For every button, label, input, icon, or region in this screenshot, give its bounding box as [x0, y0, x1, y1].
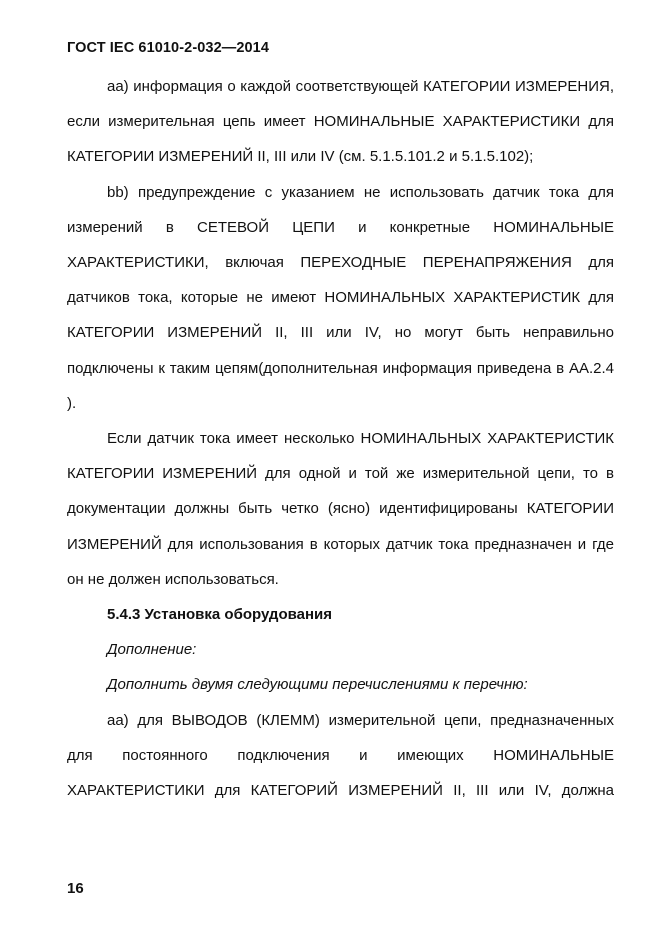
list-item-bb-warning: bb) предупреждение с указанием не использовать датчик тока для измерений в СЕТЕВОЙ ЦЕПИ и конкретные НОМИНАЛЬНЫЕ ХАРАКТЕРИСТИКИ, включая ПЕРЕХОДНЫЕ ПЕРЕНАПРЯЖЕНИЯ для датчиков тока, которые не имеют НОМИНАЛЬНЫХ ХАРАКТЕРИСТИК для КАТЕГОРИИ ИЗМЕРЕНИЙ II, III или IV, но могут быть неправильно подключены к таким цепям(дополнительная информация приведена в АА.2.4 ). — [67, 183, 614, 412]
document-header: ГОСТ IEC 61010-2-032—2014 — [67, 40, 269, 56]
document-body — [67, 69, 614, 808]
list-item-aa-info: аа) информация о каждой соответствующей КАТЕГОРИИ ИЗМЕРЕНИЯ, если измерительная цепь имеет НОМИНАЛЬНЫЕ ХАРАКТЕРИСТИКИ для КАТЕГОРИИ ИЗМЕРЕНИЙ II, III или IV (см. 5.1.5.101.2 и 5.1.5.102); — [67, 78, 614, 166]
amendment-instruction: Дополнить двумя следующими перечислениями к перечню: — [107, 676, 528, 694]
paragraph-multiple-ratings: Если датчик тока имеет несколько НОМИНАЛЬНЫХ ХАРАКТЕРИСТИК КАТЕГОРИИ ИЗМЕРЕНИЙ для одной и той же измерительной цепи, то в документации должны быть четко (ясно) идентифицированы КАТЕГОРИИ ИЗМЕРЕНИЙ для использования в которых датчик тока предназначен и где он не должен использоваться. — [67, 430, 614, 588]
section-heading-5-4-3: 5.4.3 Установка оборудования — [107, 606, 333, 624]
list-item-aa-terminals: аа) для ВЫВОДОВ (КЛЕММ) измерительной цепи, предназначенных для постоянного подключения и имеющих НОМИНАЛЬНЫЕ ХАРАКТЕРИСТИКИ для КАТЕГОРИЙ ИЗМЕРЕНИЙ II, III или IV, должна — [67, 711, 614, 800]
amendment-label: Дополнение: — [107, 641, 197, 659]
page-number: 16 — [67, 880, 84, 897]
